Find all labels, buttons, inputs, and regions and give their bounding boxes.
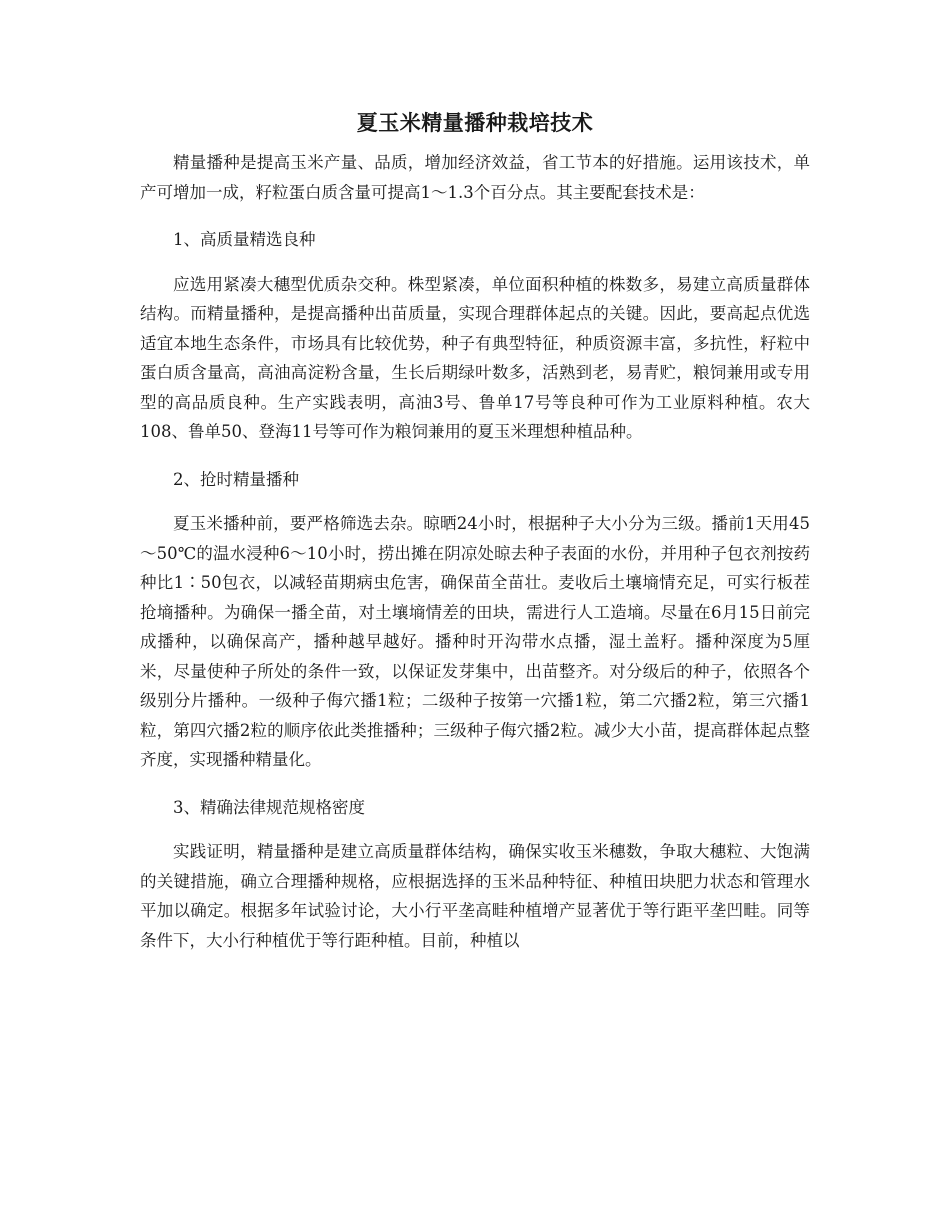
section-heading-3: 3、精确法律规范规格密度 (173, 797, 365, 817)
section-body-2: 夏玉米播种前，要严格筛选去杂。晾晒24小时，根据种子大小分为三级。播前1天用45～50℃的温水浸种6～10小时，捞出摊在阴凉处晾去种子表面的水份，并用种子包衣剂按药种比1∶50包衣，以减轻苗期病虫危害，确保苗全苗壮。麦收后土壤墒情充足，可实行板茬抢墒播种。为确保一播全苗，对土壤墒情差的田块，需进行人工造墒。尽量在6月15日前完成播种，以确保高产，播种越早越好。播种时开沟带水点播，湿土盖籽。播种深度为5厘米，尽量使种子所处的条件一致，以保证发芽集中，出苗整齐。对分级后的种子，依照各个级别分片播种。一级种子侮穴播1粒；二级种子按第一穴播1粒，第二穴播2粒，第三穴播1粒，第四穴播2粒的顺序依此类推播种；三级种子侮穴播2粒。减少大小苗，提高群体起点整齐度，实现播种精量化。 (140, 514, 810, 769)
section-body-3: 实践证明，精量播种是建立高质量群体结构，确保实收玉米穗数，争取大穗粒、大饱满的关键措施，确立合理播种规格，应根据选择的玉米品种特征、种植田块肥力状态和管理水平加以确定。根据多年试验讨论，大小行平垄高畦种植增产显著优于等行距平垄凹畦。同等条件下，大小行种植优于等行距种植。目前，种植以 (140, 842, 810, 950)
document-title: 夏玉米精量播种栽培技术 (356, 110, 594, 135)
section-body-1: 应选用紧凑大穗型优质杂交种。株型紧凑，单位面积种植的株数多，易建立高质量群体结构。而精量播种，是提高播种出苗质量，实现合理群体起点的关键。因此，要高起点优选适宜本地生态条件，市场具有比较优势，种子有典型特征，种质资源丰富，多抗性，籽粒中蛋白质含量高，高油高淀粉含量，生长后期绿叶数多，活熟到老，易青贮，粮饲兼用或专用型的高品质良种。生产实践表明，高油3号、鲁单17号等良种可作为工业原料种植。农大108、鲁单50、登海11号等可作为粮饲兼用的夏玉米理想种植品种。 (140, 274, 810, 441)
section-heading-2: 2、抢时精量播种 (173, 469, 299, 489)
section-heading-1: 1、高质量精选良种 (173, 230, 316, 249)
intro-paragraph: 精量播种是提高玉米产量、品质，增加经济效益，省工节本的好措施。运用该技术，单产可增加一成，籽粒蛋白质含量可提高1～1.3个百分点。其主要配套技术是： (140, 153, 810, 202)
document-page (140, 108, 810, 955)
